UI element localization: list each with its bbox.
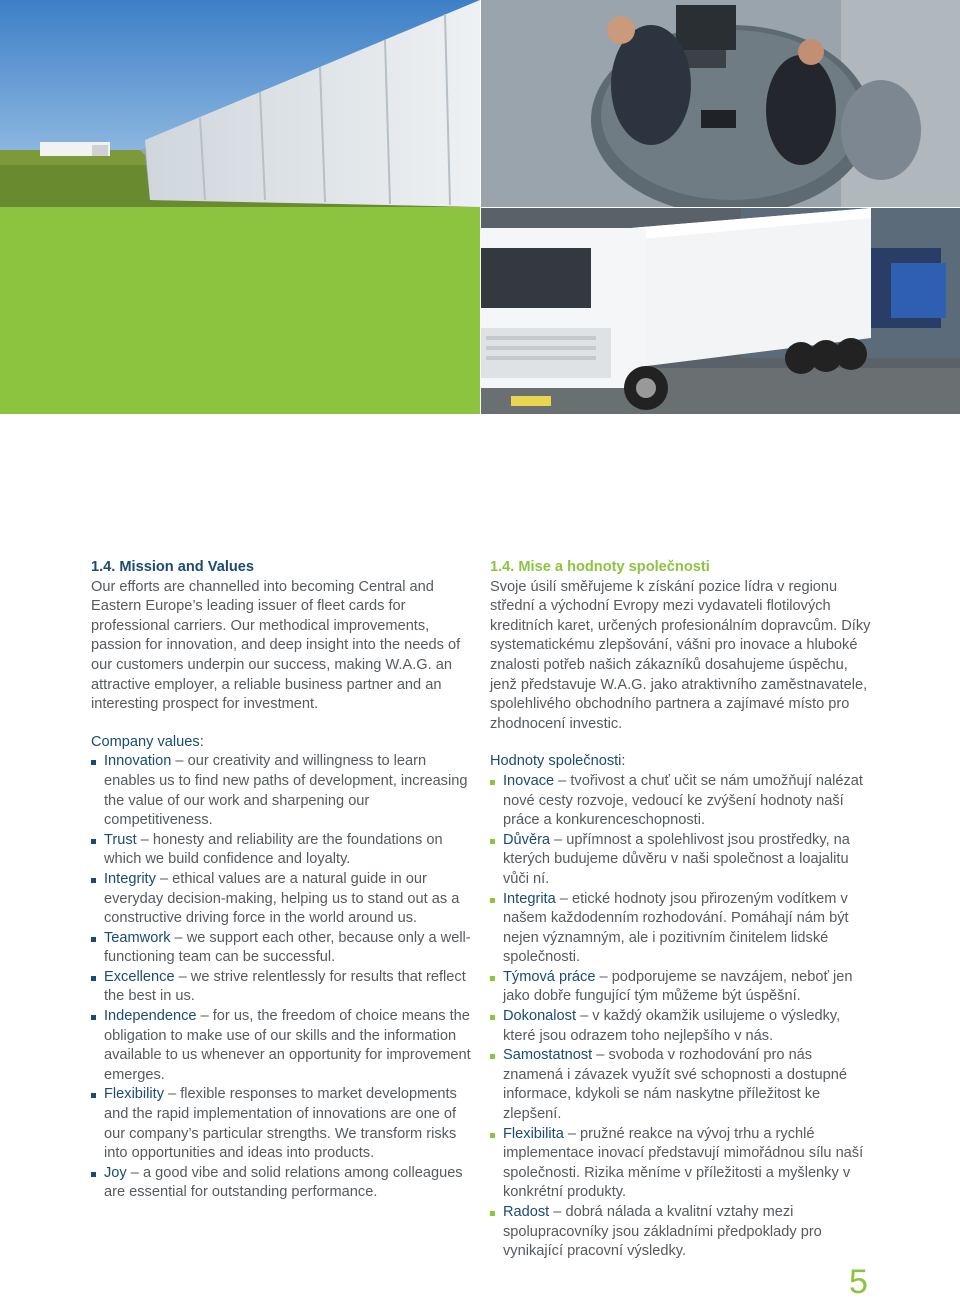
list-item	[91, 831, 476, 870]
value-text: – pružné reakce na vývoj trhu a rychlé implementace inovací představují mimořádnou sílu naší společnosti. Rizika měníme v příležitosti a myšlenky v konkrétní produkty.	[503, 1125, 864, 1201]
values-label: Company values:	[91, 733, 204, 750]
value-term: Samostatnost	[503, 1047, 593, 1064]
list-item	[490, 772, 875, 831]
value-text: – upřímnost a spolehlivost jsou prostředky, na kterých budujeme důvěru v naši společnost a loajalitu vůči ní.	[503, 831, 850, 887]
list-item	[490, 1046, 875, 1124]
value-text: – dobrá nálada a kvalitní vztahy mezi spolupracovníky jsou základními předpoklady pro vynikající pracovní výsledky.	[503, 1204, 822, 1260]
value-text: – podporujeme se navzájem, neboť jen jako dobře fungující tým můžeme být úspěšní.	[503, 968, 853, 1005]
value-term: Radost	[503, 1204, 550, 1220]
intro-paragraph: Svoje úsilí směřujeme k získání pozice lídra v regionu střední a východní Evropy mezi vydavateli flotilových kreditních karet, určených profesionálním dopravcům. Díky systematickému zlepšování, vášni pro inovace a hluboké znalosti potřeb našich zákazníků dosahujeme úspěchu, jenž představuje W.A.G. jako atraktivního zaměstnavatele, spolehlivého obchodního partnera a zajímavé místo pro zhodnocení investic.	[490, 578, 871, 732]
list-item	[91, 752, 476, 830]
list-item	[91, 1085, 476, 1163]
list-item	[490, 1203, 875, 1262]
value-text: – a good vibe and solid relations among colleagues are essential for outstanding performance.	[104, 1164, 463, 1201]
english-column	[91, 558, 476, 1203]
value-text: – our creativity and willingness to learn enables us to find new paths of development, increasing the value of our work and sharpening our competitiveness.	[104, 753, 468, 829]
truck-photo	[481, 208, 960, 414]
bullet-icon	[91, 976, 96, 981]
bullet-icon	[91, 1015, 96, 1020]
value-term: Flexibilita	[503, 1125, 564, 1142]
value-term: Dokonalost	[503, 1008, 577, 1025]
bullet-icon	[490, 780, 495, 785]
value-term: Joy	[104, 1164, 127, 1181]
value-term: Excellence	[104, 968, 175, 985]
section-heading: 1.4. Mission and Values	[91, 559, 255, 575]
list-item	[91, 1164, 476, 1203]
value-term: Důvěra	[503, 831, 551, 848]
bullet-icon	[91, 1093, 96, 1098]
list-item	[490, 968, 875, 1007]
value-text: – ethical values are a natural guide in our everyday decision-making, helping us to stand out as a constructive driving force in the world around us.	[104, 870, 460, 927]
values-label: Hodnoty společnosti:	[490, 753, 626, 770]
green-color-block	[0, 207, 480, 414]
list-item	[91, 929, 476, 968]
list-item	[490, 1007, 875, 1046]
bullet-icon	[490, 1211, 495, 1216]
bullet-icon	[91, 878, 96, 883]
values-list	[91, 752, 476, 1203]
warehouse-photo	[0, 0, 480, 207]
meeting-photo	[481, 0, 960, 207]
list-item	[91, 870, 476, 929]
bullet-icon	[490, 1015, 495, 1020]
bullet-icon	[91, 839, 96, 844]
value-text: – v každý okamžik usilujeme o výsledky, které jsou odrazem toho nejlepšího v nás.	[503, 1008, 841, 1044]
value-text: – we support each other, because only a well-functioning team can be successful.	[104, 929, 471, 966]
bullet-icon	[490, 1133, 495, 1138]
value-term: Teamwork	[104, 929, 171, 946]
bullet-icon	[490, 1054, 495, 1059]
value-term: Integrity	[104, 870, 156, 887]
list-item	[490, 890, 875, 968]
values-list	[490, 772, 875, 1262]
value-text: – flexible responses to market developments and the rapid implementation of innovations are one of our company’s particular strengths. We transform risks into opportunities and ideas into products.	[104, 1086, 457, 1162]
value-term: Integrita	[503, 890, 556, 907]
bullet-icon	[91, 1172, 96, 1177]
intro-paragraph: Our efforts are channelled into becoming Central and Eastern Europe’s leading issuer of fleet cards for professional carriers. Our methodical improvements, passion for innovation, and deep insight into the needs of our customers underpin our success, making W.A.G. an attractive employer, a reliable business partner and an interesting prospect for investment.	[91, 578, 461, 713]
value-text: – tvořivost a chuť učit se nám umožňují nalézat nové cesty rozvoje, vedoucí ke zvýšení hodnoty naší práce a konkurenceschopnosti.	[503, 772, 863, 829]
page-number: 5	[849, 1263, 868, 1301]
bullet-icon	[490, 976, 495, 981]
bullet-icon	[91, 937, 96, 942]
value-text: – for us, the freedom of choice means the obligation to make use of our skills and the information available to us whenever an opportunity for improvement emerges.	[104, 1008, 471, 1083]
value-term: Trust	[104, 831, 137, 848]
value-text: – etické hodnoty jsou přirozeným vodítkem v našem každodenním rozhodování. Pomáhají nám být nejen významným, ale i pozitivním činitelem lidské společnosti.	[503, 890, 849, 966]
value-text: – svoboda v rozhodování pro nás znamená i závazek využít své schopnosti a dostupné informace, kdykoli se nám naskytne příležitost ke zlepšení.	[503, 1047, 847, 1123]
value-term: Innovation	[104, 753, 172, 770]
list-item	[91, 968, 476, 1007]
list-item	[490, 1125, 875, 1203]
value-text: – honesty and reliability are the foundations on which we build confidence and loyalty.	[104, 831, 443, 868]
bullet-icon	[490, 898, 495, 903]
bullet-icon	[490, 839, 495, 844]
list-item	[490, 831, 875, 890]
value-term: Independence	[104, 1008, 197, 1025]
czech-column	[490, 558, 875, 1262]
value-term: Inovace	[503, 772, 555, 789]
list-item	[91, 1007, 476, 1085]
value-text: – we strive relentlessly for results that reflect the best in us.	[104, 968, 466, 1005]
bullet-icon	[91, 760, 96, 765]
value-term: Flexibility	[104, 1086, 165, 1103]
section-heading: 1.4. Mise a hodnoty společnosti	[490, 559, 710, 575]
value-term: Týmová práce	[503, 968, 596, 985]
